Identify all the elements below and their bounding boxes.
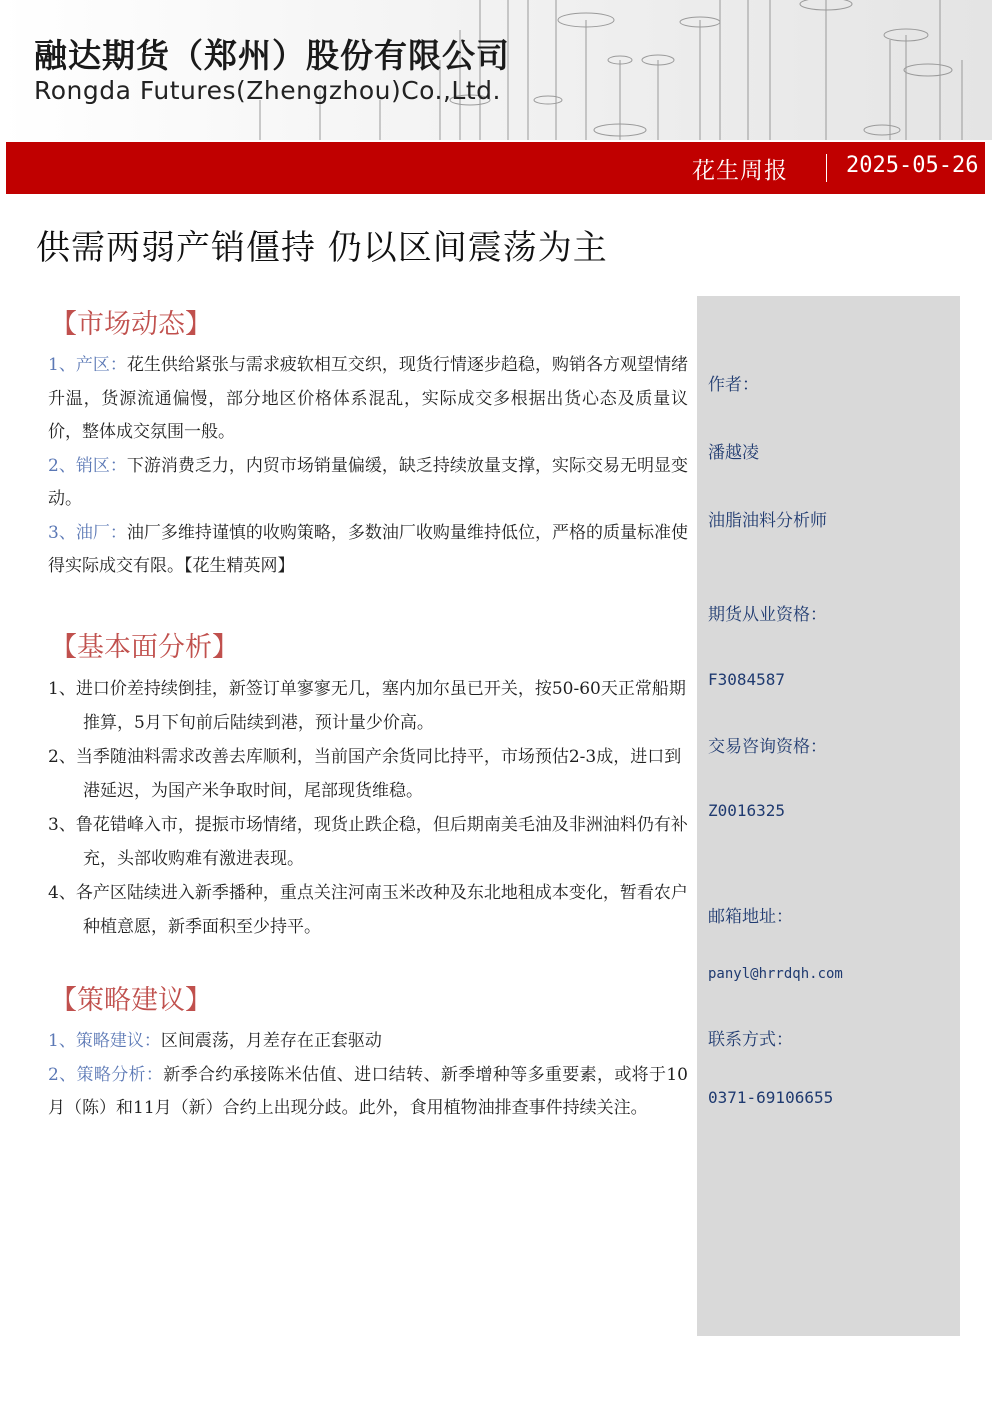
- market-section: [48, 302, 688, 584]
- company-name-cn: 融达期货（郑州）股份有限公司: [34, 36, 510, 75]
- market-item-lead: 2、销区：: [48, 455, 127, 476]
- futures-qualification-id: F3084587: [708, 670, 786, 689]
- market-heading: 【市场动态】: [50, 309, 212, 340]
- author-title: 油脂油料分析师: [708, 511, 827, 531]
- strategy-item-lead: 2、策略分析：: [48, 1064, 164, 1085]
- market-item: [48, 517, 688, 584]
- contact-label: 联系方式：: [708, 1030, 793, 1050]
- market-item: [48, 450, 688, 517]
- report-bar: [6, 142, 985, 194]
- strategy-item-lead: 1、策略建议：: [48, 1031, 161, 1051]
- market-item-lead: 3、油厂：: [48, 522, 127, 543]
- market-item: [48, 349, 688, 450]
- consult-qualification-label: 交易咨询资格：: [708, 737, 827, 757]
- fundamental-section: [48, 625, 688, 944]
- futures-qualification-label: 期货从业资格：: [708, 605, 827, 625]
- strategy-item-text: 区间震荡，月差存在正套驱动: [160, 1031, 382, 1051]
- company-name-en: Rongda Futures(Zhengzhou)Co.,Ltd.: [34, 76, 501, 105]
- market-item-lead: 1、产区：: [48, 355, 127, 375]
- strategy-item-text: 新季合约承接陈米估值、进口结转、新季增种等多重要素，或将于10月（陈）和11月（新）合约上出现分歧。此外，食用植物油排查事件持续关注。: [48, 1064, 688, 1118]
- fundamental-item: 3、鲁花错峰入市，提振市场情绪，现货止跌企稳，但后期南美毛油及非洲油料仍有补充，头部收购难有激进表现。: [48, 815, 688, 869]
- market-item-text: 花生供给紧张与需求疲软相互交织，现货行情逐步趋稳，购销各方观望情绪升温，货源流通偏慢，部分地区价格体系混乱，实际成交多根据出货心态及质量议价，整体成交氛围一般。: [48, 355, 688, 442]
- header-banner: [0, 0, 992, 140]
- fundamental-item: 4、各产区陆续进入新季播种，重点关注河南玉米改种及东北地租成本变化，暂看农户种植意愿，新季面积至少持平。: [48, 883, 688, 937]
- market-item-text: 油厂多维持谨慎的收购策略，多数油厂收购量维持低位，严格的质量标准使得实际成交有限。【花生精英网】: [48, 522, 688, 576]
- email-label: 邮箱地址：: [708, 907, 793, 927]
- author-label: 作者：: [708, 375, 759, 395]
- author-sidebar: [697, 296, 960, 1336]
- bar-divider: [826, 154, 827, 182]
- consult-qualification-id: Z0016325: [708, 801, 786, 820]
- fundamental-item: 2、当季随油料需求改善去库顺利，当前国产余货同比持平，市场预估2-3成，进口到港延迟，为国产米争取时间，尾部现货维稳。: [48, 747, 682, 801]
- author-name: 潘越凌: [708, 443, 759, 463]
- page-title: 供需两弱产销僵持 仍以区间震荡为主: [36, 228, 608, 268]
- strategy-item: [48, 1059, 688, 1126]
- email-address[interactable]: panyl@hrrdqh.com: [708, 966, 843, 982]
- fundamental-item: 1、进口价差持续倒挂，新签订单寥寥无几，塞内加尔虽已开关，按50-60天正常船期推算，5月下旬前后陆续到港，预计量少价高。: [48, 679, 686, 733]
- report-date: 2025-05-26: [846, 153, 979, 178]
- contact-phone: 0371-69106655: [708, 1088, 834, 1107]
- strategy-item: [48, 1025, 688, 1059]
- market-item-text: 下游消费乏力，内贸市场销量偏缓，缺乏持续放量支撑，实际交易无明显变动。: [48, 455, 688, 509]
- report-name: 花生周报: [692, 158, 788, 184]
- fundamental-heading: 【基本面分析】: [50, 632, 239, 663]
- strategy-heading: 【策略建议】: [50, 985, 212, 1016]
- strategy-section: [48, 978, 688, 1126]
